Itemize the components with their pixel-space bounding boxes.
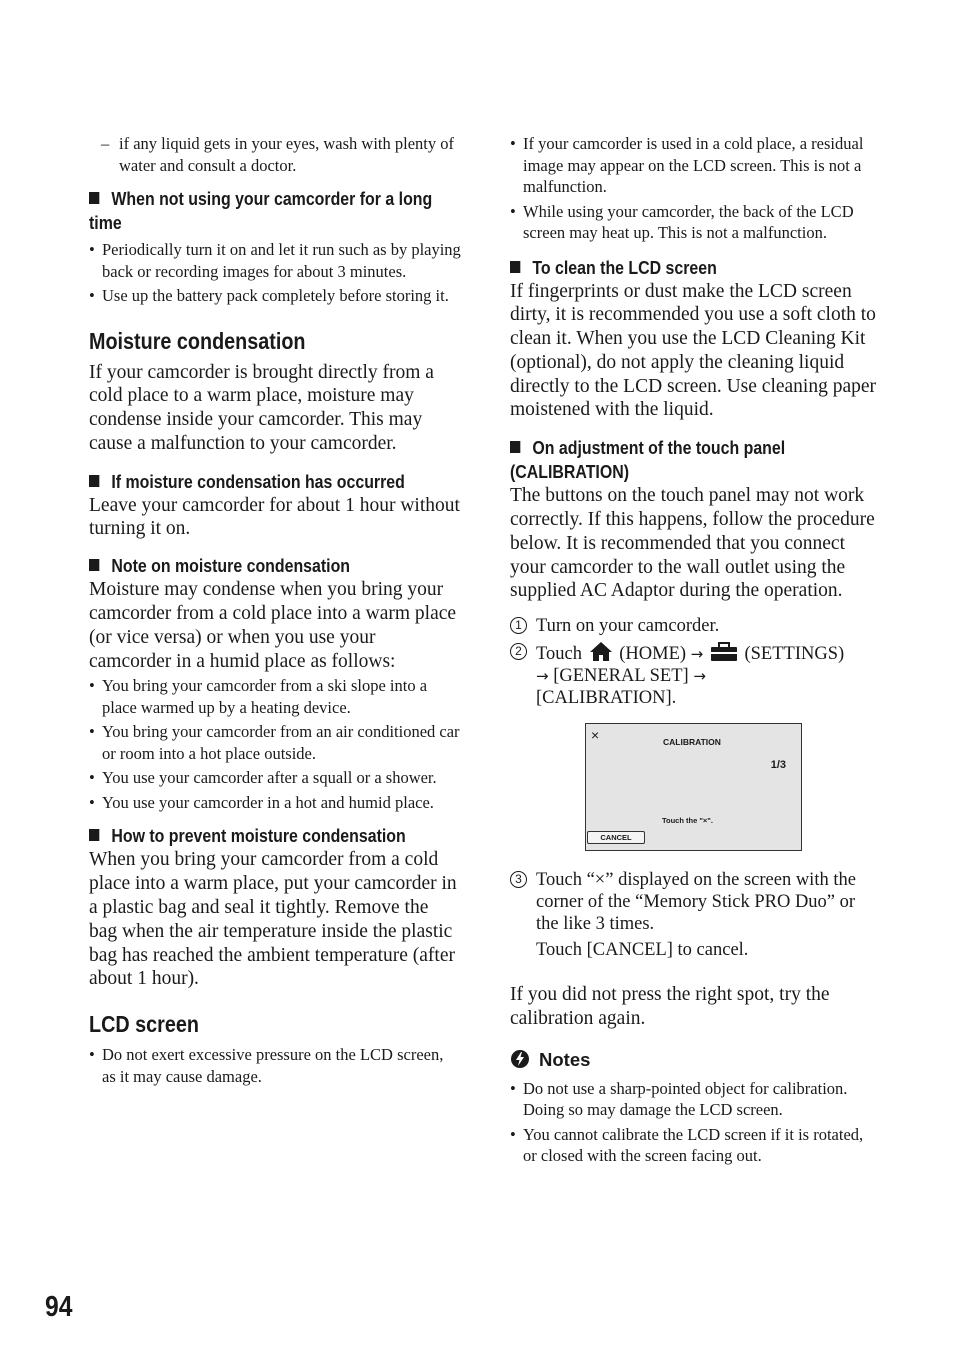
calibration-screen-illustration — [585, 723, 802, 851]
right-column — [510, 133, 880, 1170]
moisture-heading: Moisture condensation — [89, 327, 306, 354]
arrow-icon: → — [690, 645, 704, 664]
lcd-screen-list — [89, 1044, 461, 1087]
note-moisture-list — [89, 675, 461, 813]
eye-liquid-warning: – if any liquid gets in your eyes, wash with plenty of water and consult a doctor. — [89, 133, 461, 176]
home-icon — [589, 641, 613, 662]
prevent-heading: How to prevent moisture condensation — [89, 824, 460, 848]
square-bullet-icon — [510, 441, 520, 453]
retry-text: If you did not press the right spot, try the calibration again. — [510, 984, 830, 1030]
step-number: 2 — [510, 643, 527, 660]
page-indicator: 1/3 — [770, 759, 786, 772]
calibration-steps-cont — [510, 869, 880, 961]
left-column — [89, 133, 461, 1090]
calibration-heading: On adjustment of the touch panel (CALIBRATION) — [510, 437, 786, 483]
step-2: 2 Touch (HOME) → (SETTINGS) → [GENERAL SET] → [CALIBRATION]. — [510, 641, 880, 709]
list-item: • Use up the battery pack completely before storing it. — [89, 285, 461, 307]
list-item: • You use your camcorder after a squall or a shower. — [89, 767, 461, 789]
lcd-screen-heading: LCD screen — [89, 1011, 199, 1038]
note-moisture-heading: Note on moisture condensation — [89, 554, 460, 578]
note-moisture-text: Moisture may condense when you bring your camcorder from a cold place into a warm place (or vice versa) or when you use your camcorder in a humid place as follows: — [89, 579, 457, 672]
screen-title: CALIBRATION — [663, 737, 721, 748]
calibration-steps — [510, 615, 880, 709]
toolbox-icon — [710, 642, 738, 662]
cancel-instruction: Touch [CANCEL] to cancel. — [536, 940, 749, 961]
square-bullet-icon — [89, 829, 99, 841]
square-bullet-icon — [510, 261, 520, 273]
cancel-button: CANCEL — [587, 831, 645, 844]
list-item: • While using your camcorder, the back of the LCD screen may heat up. This is not a malfunction. — [510, 201, 880, 244]
not-using-list — [89, 239, 461, 307]
close-icon: × — [591, 727, 600, 744]
prevent-text: When you bring your camcorder from a cold place into a warm place, put your camcorder in a plastic bag and seal it tightly. Remove the bag when the air temperature inside the plastic bag has reached the ambient temperature (after about 1 hour). — [89, 849, 457, 990]
lcd-notes-list — [510, 133, 880, 244]
step-number: 1 — [510, 617, 527, 634]
list-item: • You bring your camcorder from an air conditioned car or room into a hot place outside. — [89, 721, 461, 764]
page-number: 94 — [45, 1291, 73, 1323]
list-item: • Do not use a sharp-pointed object for calibration. Doing so may damage the LCD screen. — [510, 1078, 880, 1121]
not-using-heading: When not using your camcorder for a long time — [89, 188, 433, 233]
notes-icon — [510, 1049, 530, 1069]
list-item: • You use your camcorder in a hot and humid place. — [89, 792, 461, 814]
occurred-text: Leave your camcorder for about 1 hour without turning it on. — [89, 494, 460, 540]
arrow-icon: → — [693, 667, 706, 686]
step-1: 1 Turn on your camcorder. — [510, 615, 880, 637]
square-bullet-icon — [89, 559, 99, 571]
calibration-text: The buttons on the touch panel may not work correctly. If this happens, follow the procedure below. It is recommended that you connect your camcorder to the wall outlet using the supplied AC Adaptor during the operation. — [510, 485, 875, 602]
square-bullet-icon — [89, 475, 99, 487]
notes-heading: Notes — [510, 1049, 880, 1071]
occurred-heading: If moisture condensation has occurred — [89, 470, 460, 494]
clean-lcd-heading: To clean the LCD screen — [510, 256, 879, 280]
moisture-intro: If your camcorder is brought directly from a cold place to a warm place, moisture may condense inside your camcorder. This may cause a malfunction to your camcorder. — [89, 361, 434, 454]
arrow-icon: → — [536, 667, 549, 686]
list-item: • Periodically turn it on and let it run such as by playing back or recording images for about 3 minutes. — [89, 239, 461, 282]
square-bullet-icon — [89, 192, 99, 204]
clean-lcd-text: If fingerprints or dust make the LCD screen dirty, it is recommended you use a soft cloth to clean it. When you use the LCD Cleaning Kit (optional), do not apply the cleaning liquid directly to the LCD screen. Use cleaning paper moistened with the liquid. — [510, 280, 877, 421]
notes-list — [510, 1078, 880, 1167]
list-item: • Do not exert excessive pressure on the LCD screen, as it may cause damage. — [89, 1044, 461, 1087]
list-item: • You bring your camcorder from a ski slope into a place warmed up by a heating device. — [89, 675, 461, 718]
touch-hint: Touch the "×". — [662, 816, 713, 826]
list-item: • You cannot calibrate the LCD screen if it is rotated, or closed with the screen facing out. — [510, 1124, 880, 1167]
step-number: 3 — [510, 871, 527, 888]
step-3: 3 Touch “×” displayed on the screen with the corner of the “Memory Stick PRO Duo” or the like 3 times. Touch [CANCEL] to cancel. — [510, 869, 880, 961]
list-item: • If your camcorder is used in a cold place, a residual image may appear on the LCD screen. This is not a malfunction. — [510, 133, 880, 198]
